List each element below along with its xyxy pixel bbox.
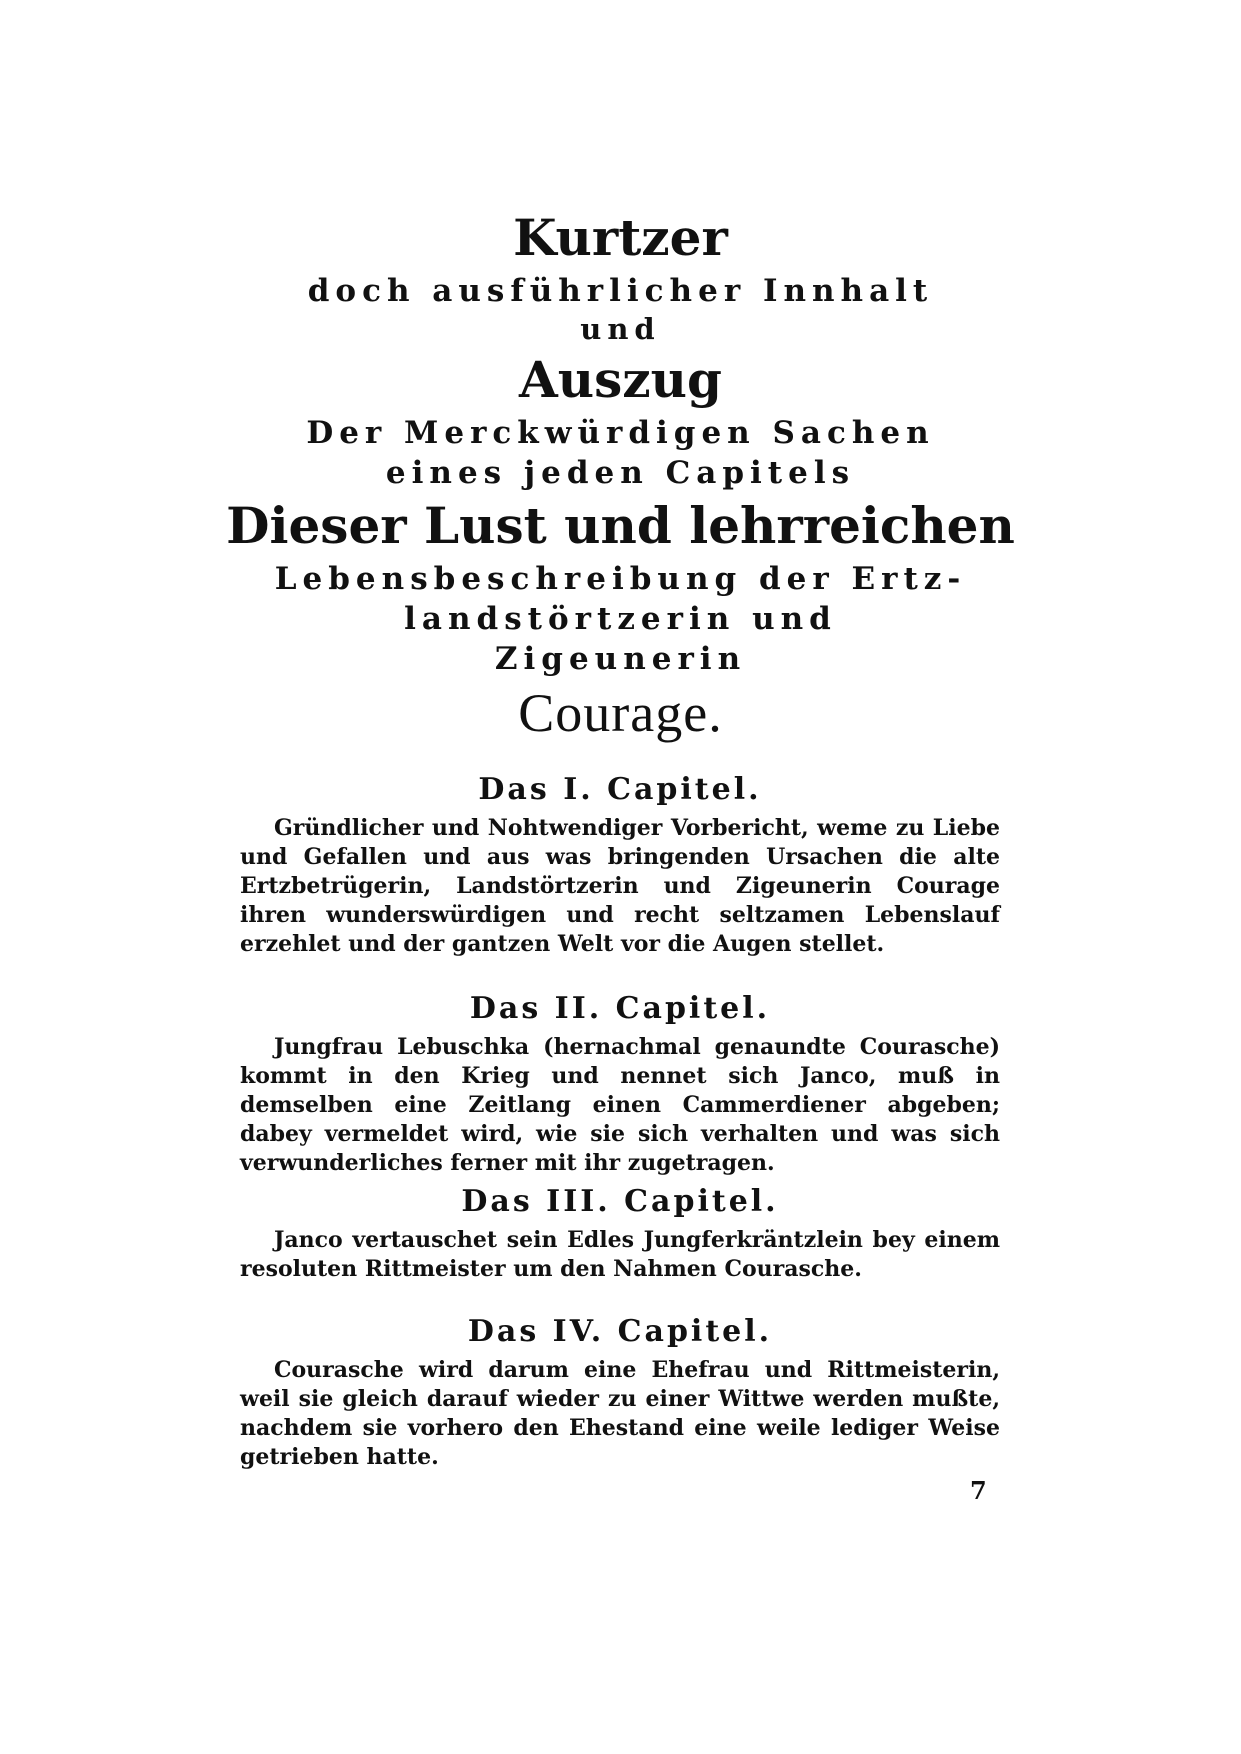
title-zigeunerin: Zigeunerin: [494, 641, 747, 677]
title-lehrreichen: Dieser Lust und lehrreichen: [226, 496, 1015, 555]
chapter-3: [240, 1182, 1000, 1284]
chapter-list: [240, 770, 1000, 1472]
chapter-1: [240, 770, 1000, 959]
title-kurtzer: Kurtzer: [513, 208, 728, 267]
chapter-4: [240, 1312, 1000, 1472]
title-lebensbeschreibung: Lebensbeschreibung der Ertz-: [274, 561, 967, 597]
chapter-heading: Das III. Capitel.: [461, 1184, 779, 1219]
title-innhalt: doch ausführlicher Innhalt: [307, 273, 934, 309]
chapter-2: [240, 989, 1000, 1178]
chapter-heading: Das I. Capitel.: [478, 772, 762, 807]
title-block: [0, 205, 1241, 747]
chapter-heading: Das IV. Capitel.: [467, 1314, 773, 1349]
title-capitels: eines jeden Capitels: [385, 455, 856, 491]
chapter-summary: Janco vertauschet sein Edles Jungferkräntzlein bey einem resoluten Rittmeister um den Nahmen Courasche.: [240, 1227, 1000, 1282]
chapter-summary: Courasche wird darum eine Ehefrau und Rittmeisterin, weil sie gleich darauf wieder zu einer Wittwe werden mußte, nachdem sie vorhero den Ehestand eine weile lediger Weise getrieben hatte.: [240, 1357, 1000, 1470]
page-number: 7: [970, 1476, 987, 1505]
title-courage: Courage.: [518, 683, 723, 743]
chapter-summary: Gründlicher und Nohtwendiger Vorbericht, weme zu Liebe und Gefallen und aus was bringenden Ursachen die alte Ertzbetrügerin, Landstörtzerin und Zigeunerin Courage ihren wunderswürdigen und recht seltzamen Lebenslauf erzehlet und der gantzen Welt vor die Augen stellet.: [240, 815, 1000, 957]
title-merckwuerdigen: Der Merckwürdigen Sachen: [306, 415, 935, 451]
title-und: und: [580, 312, 661, 346]
chapter-summary: Jungfrau Lebuschka (hernachmal genaundte Courasche) kommt in den Krieg und nennet sich Janco, muß in demselben eine Zeitlang einen Cammerdiener abgeben; dabey vermeldet wird, wie sie sich verhalten und was sich verwunderliches ferner mit ihr zugetragen.: [240, 1034, 1000, 1176]
title-landstoertzerin: landstörtzerin und: [404, 601, 837, 637]
chapter-heading: Das II. Capitel.: [469, 991, 771, 1026]
title-auszug: Auszug: [518, 350, 722, 409]
